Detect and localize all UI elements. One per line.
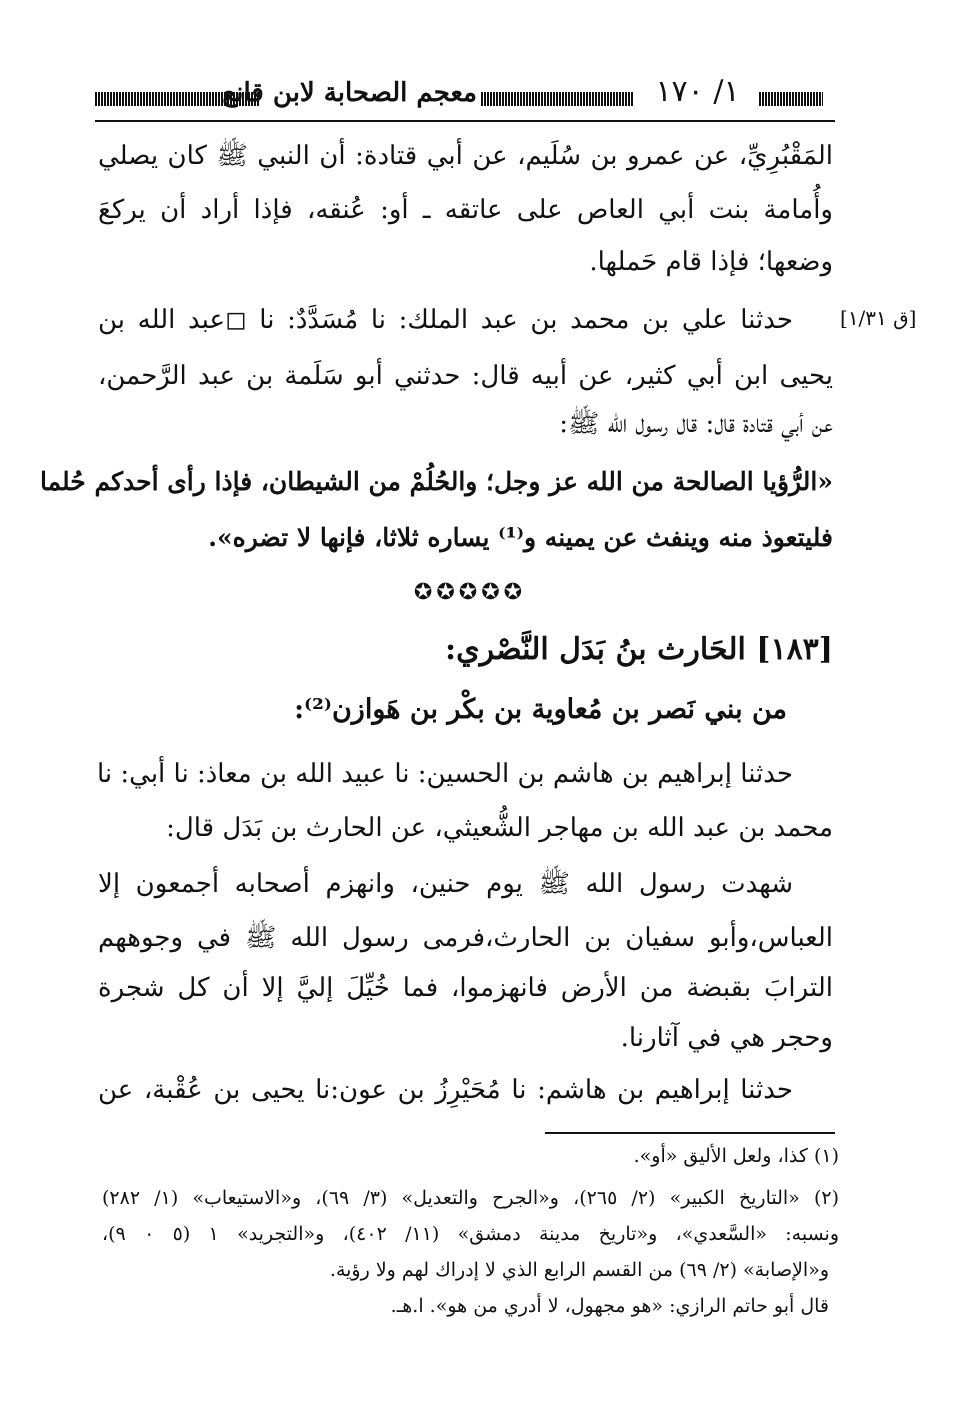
text-line: العباس،وأبو سفيان بن الحارث،فرمى رسول الله ﷺ في وجوههم [98,923,833,953]
footnote-rule [545,1132,835,1134]
text-line: حدثنا إبراهيم بن هاشم: نا مُحَيْرِزُ بن عون:نا يحيى بن عُقْبة، عن [98,1075,793,1105]
book-title: معجم الصحابة لابن قانع [222,78,477,108]
text-line: الترابَ بقبضة من الأرض فانهزموا، فما خُيِّلَ إليَّ إلا أن كل شجرة [98,973,833,1003]
page-header [95,70,835,120]
text-line: حدثنا علي بن محمد بن عبد الملك: نا مُسَدَّدٌ: نا ◻عبد الله بن [98,305,793,335]
header-rule [95,120,835,122]
text-line: وحجر هي في آثارنا. [620,1023,833,1053]
header-ornament-bar [759,92,823,106]
header-ornament-bar [481,92,633,106]
manuscript-folio-ref: [ق ١/٣١] [840,306,917,330]
text-line: حدثنا إبراهيم بن هاشم بن الحسين: نا عبيد الله بن معاذ: نا أبي: نا [96,759,793,789]
hadith-line: «الرُّؤيا الصالحة من الله عز وجل؛ والحُلُمْ من الشيطان، فإذا رأى أحدكم حُلما [39,467,833,496]
text-line: المَقْبُرِيِّ، عن عمرو بن سُلَيم، عن أبي قتادة: أن النبي ﷺ كان يصلي [98,141,833,171]
footnote: (١) كذا، ولعل الأليق «أو». [633,1145,839,1167]
text-line: شهدت رسول الله ﷺ يوم حنين، وانهزم أصحابه أجمعون إلا [98,869,793,899]
text-line: محمد بن عبد الله بن مهاجر الشُّعيثي، عن الحارث بن بَدَل قال: [166,813,833,843]
section-separator: ✪✪✪✪✪ [413,580,527,605]
hadith-line: فليتعوذ منه وينفث عن يمينه و⁽¹⁾ يساره ثلاثا، فإنها لا تضره». [208,523,833,552]
entry-heading: [١٨٣] الحَارث بنُ بَدَل النَّصْري: [445,632,833,667]
entry-lineage: من بني نَصر بن مُعاوية بن بكْر بن هَوازن⁽²⁾: [294,694,787,725]
text-line: يحيى ابن أبي كثير، عن أبيه قال: حدثني أبو سَلَمة بن عبد الرَّحمن، [98,361,833,391]
footnote: (٢) «التاريخ الكبير» (٢/ ٢٦٥)، و«الجرح والتعديل» (٣/ ٦٩)، و«الاستيعاب» (١/ ٢٨٢) [102,1187,839,1209]
text-line: عن أبي قتادة قال: قال رسول الله ﷺ: [559,409,833,439]
page-number: ١/ ١٧٠ [655,74,740,109]
text-line: وأُمامة بنت أبي العاص على عاتقه ـ أو: عُنقه، فإذا أراد أن يركعَ [98,195,833,225]
footnote-continuation: ونسبه: «السَّعدي»، و«تاريخ مدينة دمشق» (١١/ ٤٠٢)، و«التجريد» ١ (٥ ٠ ٩)، [102,1223,840,1245]
footnote-continuation: و«الإصابة» (٢/ ٦٩) من القسم الرابع الذي لا إدراك لهم ولا رؤية. [329,1259,829,1281]
text-line: وضعها؛ فإذا قام حَملها. [589,247,833,277]
footnote-continuation: قال أبو حاتم الرازي: «هو مجهول، لا أدري من هو». ا.هـ. [390,1295,829,1317]
